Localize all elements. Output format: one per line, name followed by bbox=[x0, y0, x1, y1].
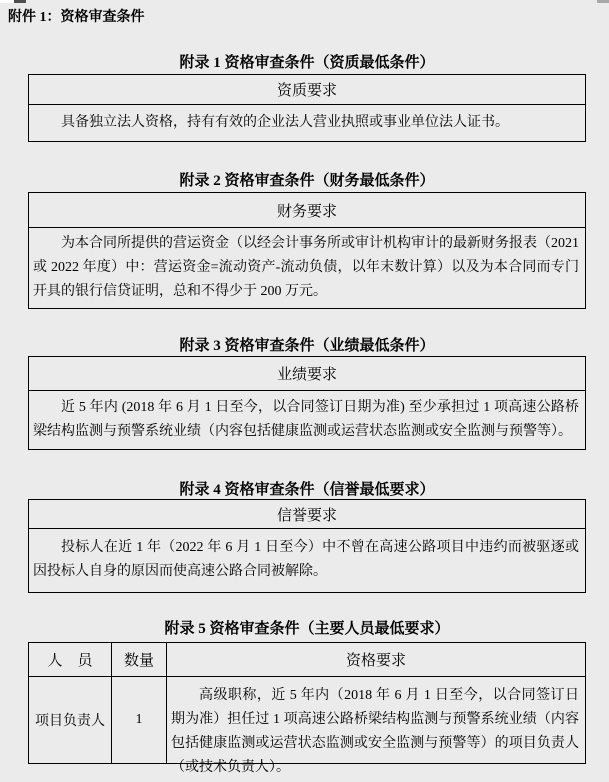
cell-role: 项目负责人 bbox=[29, 677, 112, 763]
top-left-white-artifact bbox=[0, 0, 14, 3]
appendix-5-title: 附录 5 资格审查条件（主要人员最低要求） bbox=[164, 621, 450, 637]
cell-count: 1 bbox=[112, 677, 167, 763]
appendix-5-header-row bbox=[29, 643, 585, 677]
appendix-3-title: 附录 3 资格审查条件（业绩最低条件） bbox=[179, 338, 435, 354]
column-header-requirement: 资格要求 bbox=[167, 643, 585, 677]
appendix-1-table-body: 具备独立法人资格，持有有效的企业法人营业执照或事业单位法人证书。 bbox=[61, 115, 509, 130]
appendix-4-title: 附录 4 资格审查条件（信誉最低要求） bbox=[179, 482, 435, 498]
appendix-2-title: 附录 2 资格审查条件（财务最低条件） bbox=[179, 173, 435, 189]
column-header-count: 数量 bbox=[112, 643, 167, 677]
appendix-2-table bbox=[28, 192, 586, 309]
appendix-3-table bbox=[28, 356, 586, 450]
top-left-dark-artifact bbox=[14, 0, 26, 3]
appendix-2-table-header: 财务要求 bbox=[29, 193, 585, 228]
appendix-3-table-header: 业绩要求 bbox=[29, 357, 585, 391]
appendix-4-table-body: 投标人在近 1 年（2022 年 6 月 1 日至今）中不曾在高速公路项目中违约而被驱逐或因投标人自身的原因而使高速公路合同被解除。 bbox=[33, 540, 579, 579]
appendix-1-table-header: 资质要求 bbox=[29, 75, 585, 105]
appendix-4-table bbox=[28, 499, 586, 593]
appendix-2-table-body: 为本合同所提供的营运资金（以经会计事务所或审计机构审计的最新财务报表（2021 或 2022 年度）中：营运资金=流动资产-流动负债，以年末数计算）以及为本合同而专门开具的银行信贷证明，总和不得少于 200 万元。 bbox=[33, 236, 579, 299]
appendix-3-table-body: 近 5 年内 (2018 年 6 月 1 日至今，以合同签订日期为准) 至少承担过 1 项高速公路桥梁结构监测与预警系统业绩（内容包括健康监测或运营状态监测或安全监测与预警等）。 bbox=[33, 400, 579, 439]
appendix-1-title: 附录 1 资格审查条件（资质最低条件） bbox=[179, 55, 435, 71]
appendix-5-table bbox=[28, 642, 586, 775]
appendix-4-table-header: 信誉要求 bbox=[29, 500, 585, 529]
appendix-1-table bbox=[28, 74, 586, 142]
column-header-role: 人 员 bbox=[29, 643, 112, 677]
cell-requirement: 高级职称，近 5 年内（2018 年 6 月 1 日至今，以合同签订日期为准）担任过 1 项高速公路桥梁结构监测与预警系统业绩（内容包括健康监测或运营状态监测或安全监测与预警等）的项目负责人（或技术负责人）。 bbox=[171, 688, 579, 775]
document-title: 附件 1：资格审查条件 bbox=[8, 10, 145, 25]
table-row bbox=[29, 677, 585, 775]
top-right-gray-artifact bbox=[597, 0, 609, 3]
